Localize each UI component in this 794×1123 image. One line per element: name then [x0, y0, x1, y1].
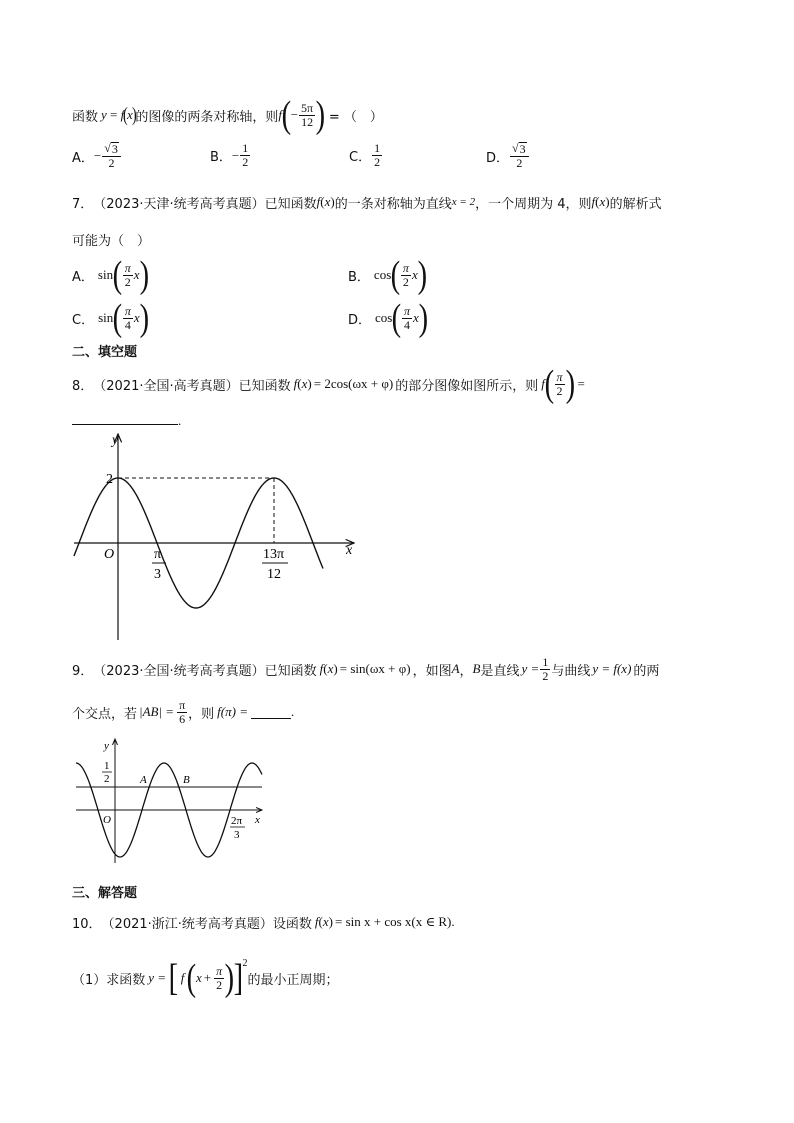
paren-l: (: [112, 254, 123, 296]
option-num: π: [124, 303, 131, 318]
q6-paren-r: ): [131, 104, 137, 126]
option-sign: −: [93, 148, 102, 163]
option-sign: −: [231, 147, 240, 163]
option-var: x: [133, 310, 140, 325]
paren-r: ): [417, 254, 427, 296]
option-label: A．: [72, 269, 94, 285]
q6-bparen-l: (: [281, 94, 292, 136]
q7-source: （2023·天津·统考高考真题）: [93, 196, 265, 212]
q9-line2-b: ，则: [188, 706, 215, 722]
option-fn: sin: [98, 310, 114, 325]
q8-tick2-num: 13π: [263, 547, 285, 562]
q6-arg-sign: −: [290, 107, 299, 122]
option-label: C．: [72, 312, 95, 328]
q6-option-d[interactable]: [486, 142, 530, 170]
q9-text3: 是直线: [480, 663, 520, 679]
q10-f: f: [314, 914, 319, 929]
option-den: 4: [124, 317, 131, 332]
q10-sub1-y: y =: [148, 970, 167, 985]
q9-source: （2023·全国·统考高考真题）: [93, 663, 265, 679]
q10-fx: (x): [318, 914, 334, 929]
q8-x-label: x: [346, 543, 353, 558]
q10-plus: +: [203, 970, 212, 985]
paren-r: ): [418, 297, 428, 339]
q10-text1: 设函数: [272, 916, 312, 932]
q9-B: B: [472, 661, 481, 676]
q9-ab-frac: [177, 699, 187, 726]
option-fn: cos: [375, 310, 393, 325]
q9-half-num-lbl: 1: [104, 760, 110, 772]
q7-number: 7．: [72, 196, 94, 212]
sqrt-symbol: √ 3: [512, 141, 526, 156]
q9-A: A: [451, 661, 460, 676]
paren-l: (: [391, 297, 402, 339]
option-den: 4: [404, 317, 411, 332]
option-den: 2: [516, 156, 523, 170]
q9-text1: 已知函数: [264, 663, 317, 679]
q6-option-b[interactable]: [210, 142, 251, 169]
q7-text2: 的一条对称轴为直线: [334, 196, 452, 212]
option-num: 1: [242, 141, 249, 155]
q8-f: f: [293, 376, 298, 391]
q6-arg-den: 12: [301, 114, 314, 129]
q10-pi-num: π: [216, 963, 223, 978]
option-frac: [123, 305, 133, 332]
q8-answer-blank[interactable]: .: [72, 412, 181, 429]
q9-stem: [72, 652, 659, 686]
q8-text2: 的部分图像如图所示，则: [395, 378, 539, 394]
q9-half-frac: [540, 656, 550, 683]
option-label: B．: [348, 269, 370, 285]
q6-arg-num: 5π: [301, 100, 314, 115]
q8-arg-den: 2: [556, 383, 563, 398]
paren-l: (: [390, 254, 401, 296]
q10-pi-frac: [214, 965, 224, 992]
q8-max-label: 2: [106, 472, 113, 487]
q9-abs: |AB| =: [139, 704, 175, 719]
option-frac: [240, 142, 250, 169]
q6-var-y: y: [101, 107, 107, 122]
q9-tick-den: 3: [234, 829, 240, 841]
option-label: C．: [349, 150, 372, 165]
q9-graph: [68, 735, 268, 867]
q10-formula: = sin x + cos x(x ∈ R).: [335, 914, 455, 929]
option-frac: [401, 262, 411, 289]
q9-line2: [72, 695, 294, 729]
q9-text2: ，如图: [412, 663, 452, 679]
q9-y-label: y: [104, 740, 109, 752]
option-frac: [402, 305, 412, 332]
q9-half-den: 2: [542, 668, 549, 683]
q10-pi-den: 2: [216, 977, 223, 992]
q9-ab-den: 6: [179, 711, 186, 726]
q9-fpi: f(π) =: [217, 704, 248, 719]
sqrt-symbol: √ 3: [104, 141, 118, 156]
q9-fx: (x): [323, 661, 338, 676]
option-var: x: [133, 267, 140, 282]
q9-line-y: y =: [521, 661, 540, 676]
q7-option-c[interactable]: [72, 299, 148, 337]
q7-stem: [72, 190, 662, 214]
q7-text1: 已知函数: [264, 196, 317, 212]
q7-f: f: [316, 194, 321, 209]
q8-arg-num: π: [556, 369, 563, 384]
q9-period: .: [290, 704, 295, 719]
section-title-fill-in: 二、填空题: [72, 345, 138, 360]
q8-tick2-den: 12: [267, 567, 281, 582]
q6-bparen-r: ): [315, 94, 326, 136]
option-num: 3: [519, 142, 526, 156]
q8-tick1-den: 3: [154, 567, 161, 582]
option-frac: [102, 142, 121, 170]
q9-curve: y = f(x): [592, 661, 632, 676]
q10-paren-l: (: [186, 957, 197, 999]
q8-y-label: y: [112, 433, 119, 448]
q7-option-b[interactable]: [348, 256, 426, 294]
q9-point-B: B: [183, 774, 190, 786]
q9-ab-num: π: [179, 697, 186, 712]
option-den: 2: [374, 155, 381, 169]
q10-sub1-text: 的最小正周期；: [247, 972, 339, 988]
q8-origin: O: [104, 547, 115, 562]
option-num: π: [124, 260, 131, 275]
option-frac: [510, 142, 529, 170]
q6-stem: [72, 94, 383, 136]
q8-formula: = 2cos(ωx + φ): [313, 376, 394, 391]
option-fn: sin: [97, 267, 114, 282]
q8-paren-r: ): [565, 363, 575, 405]
q10-sub1-label: （1）求函数: [72, 972, 146, 988]
option-den: 2: [108, 156, 115, 170]
option-label: D．: [486, 150, 510, 166]
paren-r: ): [139, 254, 149, 296]
q9-f: f: [319, 661, 324, 676]
option-frac: [123, 262, 133, 289]
q9-half-den-lbl: 2: [104, 773, 110, 785]
option-den: 2: [402, 274, 409, 289]
q7-option-a[interactable]: [72, 256, 148, 294]
q6-text: 函数: [72, 109, 99, 125]
q7-option-d[interactable]: [348, 299, 427, 337]
option-frac: [372, 142, 382, 169]
q7-text3: ，一个周期为 4，则: [475, 196, 592, 212]
option-den: 2: [242, 155, 249, 169]
q9-text5: 的两: [633, 663, 660, 679]
option-fn: cos: [373, 267, 392, 282]
option-num: π: [404, 303, 411, 318]
q6-eq: =: [106, 107, 121, 122]
q6-x: x: [126, 107, 133, 122]
q10-bracket-l: [: [168, 957, 179, 999]
q6-f2: f: [278, 107, 283, 122]
q7-text4: 的解析式: [609, 196, 662, 212]
q10-x: x: [196, 970, 202, 985]
q8-text1: 已知函数: [238, 378, 291, 394]
option-label: A．: [72, 150, 94, 166]
q8-source: （2021·全国·高考真题）: [93, 378, 239, 394]
q10-paren-r: ): [224, 957, 235, 999]
option-num: 1: [374, 141, 381, 155]
q10-bracket-r: ]: [233, 957, 243, 999]
q9-formula: = sin(ωx + φ): [339, 661, 411, 676]
q8-paren-l: (: [544, 363, 554, 405]
q9-half-num: 1: [542, 654, 549, 669]
q8-f2: f: [541, 376, 545, 391]
option-num: 3: [111, 142, 118, 156]
q6-option-a[interactable]: [72, 142, 122, 170]
q9-text4: 与曲线: [551, 663, 591, 679]
q10-stem: [72, 910, 455, 934]
option-var: x: [413, 310, 419, 325]
q8-fx: (x): [297, 376, 312, 391]
section-title-answer: 三、解答题: [72, 886, 138, 901]
q10-f-inner: f: [180, 970, 185, 985]
q7-fx: (x): [320, 194, 335, 209]
q8-graph: [68, 430, 364, 646]
q9-comma: ，: [459, 663, 473, 679]
q9-origin: O: [103, 814, 111, 826]
q10-number: 10．: [72, 916, 102, 932]
q8-eq: =: [574, 376, 585, 391]
paren-l: (: [112, 297, 123, 339]
paren-r: ): [139, 297, 149, 339]
option-var: x: [411, 267, 418, 282]
q6-option-c[interactable]: [349, 142, 383, 169]
q8-number: 8．: [72, 378, 94, 394]
q8-tick1-num: π: [154, 547, 162, 562]
q9-line2-a: 个交点，若: [72, 706, 138, 722]
option-label: D．: [348, 312, 372, 328]
q6-arg-frac: [299, 102, 315, 129]
q10-square: 2: [242, 958, 248, 969]
q9-point-A: A: [140, 774, 147, 786]
q10-source: （2021·浙江·统考高考真题）: [101, 916, 273, 932]
q9-tick-num: 2π: [231, 815, 243, 827]
option-label: B．: [210, 150, 232, 165]
q10-sub1: [72, 958, 338, 998]
q8-arg-frac: [555, 371, 565, 398]
q7-f2: f: [591, 194, 596, 209]
option-num: π: [402, 260, 409, 275]
q9-number: 9．: [72, 663, 94, 679]
q6-text-mid: 的图像的两条对称轴，则: [135, 109, 279, 125]
q6-f: f: [120, 107, 125, 122]
option-den: 2: [124, 274, 131, 289]
q8-stem: [72, 363, 585, 405]
q7-line2: 可能为（ ）: [72, 234, 151, 249]
q6-paren-l: (: [123, 104, 128, 126]
q6-text-after: = （ ）: [324, 109, 383, 125]
q9-answer-blank[interactable]: [251, 706, 291, 719]
q7-fx2: (x): [595, 194, 610, 209]
q7-axis: x = 2: [451, 196, 476, 208]
q9-x-label: x: [255, 814, 260, 826]
